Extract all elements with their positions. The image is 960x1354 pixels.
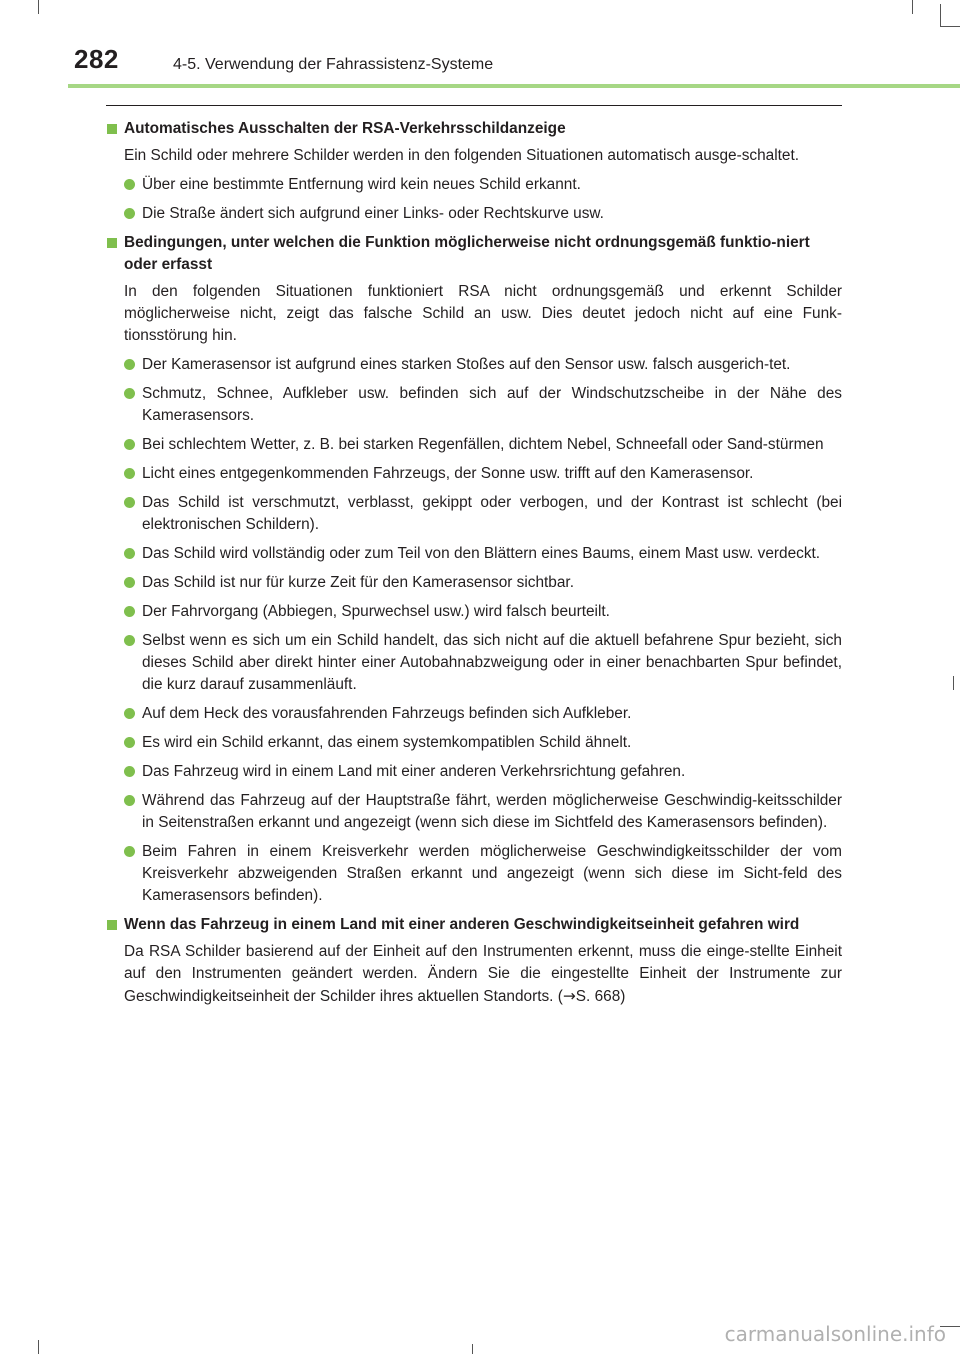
circle-bullet-icon bbox=[124, 359, 135, 370]
circle-bullet-icon bbox=[124, 439, 135, 450]
section-auto-off bbox=[106, 118, 842, 225]
list-item bbox=[124, 354, 842, 376]
section-heading bbox=[106, 232, 842, 276]
section-title: 4-5. Verwendung der Fahrassistenz-Systeme bbox=[173, 56, 494, 73]
page-number: 282 bbox=[74, 44, 119, 74]
section-conditions bbox=[106, 232, 842, 907]
list-item-text: Es wird ein Schild erkannt, das einem systemkompatiblen Schild ähnelt. bbox=[142, 734, 632, 751]
circle-bullet-icon bbox=[124, 795, 135, 806]
list-item-text: Das Fahrzeug wird in einem Land mit einer anderen Verkehrsrichtung gefahren. bbox=[142, 763, 686, 780]
list-item-text: Das Schild wird vollständig oder zum Teil von den Blättern eines Baums, einem Mast usw. verdeckt. bbox=[142, 545, 821, 562]
section-paragraph: Ein Schild oder mehrere Schilder werden in den folgenden Situationen automatisch ausge-schaltet. bbox=[124, 147, 800, 164]
list-item-text: Bei schlechtem Wetter, z. B. bei starken Regenfällen, dichtem Nebel, Schneefall oder Sand-stürmen bbox=[142, 436, 824, 453]
circle-bullet-icon bbox=[124, 577, 135, 588]
list-item-text: Der Fahrvorgang (Abbiegen, Spurwechsel usw.) wird falsch beurteilt. bbox=[142, 603, 610, 620]
list-item bbox=[124, 601, 842, 623]
list-item bbox=[124, 630, 842, 696]
list-item-text: Auf dem Heck des vorausfahrenden Fahrzeugs befinden sich Aufkleber. bbox=[142, 705, 632, 722]
list-item-text: Die Straße ändert sich aufgrund einer Links- oder Rechtskurve usw. bbox=[142, 205, 604, 222]
circle-bullet-icon bbox=[124, 606, 135, 617]
heading-text: Bedingungen, unter welchen die Funktion möglicherweise nicht ordnungsgemäß funktio-niert oder erfasst bbox=[124, 234, 810, 273]
list-item-text: Selbst wenn es sich um ein Schild handelt, das sich nicht auf die aktuell befahrene Spur bezieht, sich dieses Schild aber direkt hinter einer Autobahnabzweigung oder in einer benachbarten Spur befindet, die kurz darauf zusammenläuft. bbox=[142, 632, 842, 693]
circle-bullet-icon bbox=[124, 737, 135, 748]
page-reference-link[interactable]: S. 668 bbox=[575, 988, 621, 1005]
list-item bbox=[124, 203, 842, 225]
crop-mark bbox=[472, 1344, 473, 1354]
square-bullet-icon bbox=[107, 124, 117, 134]
crop-mark bbox=[953, 676, 954, 690]
list-item bbox=[124, 434, 842, 456]
list-item bbox=[124, 841, 842, 907]
list-item-text: Über eine bestimmte Entfernung wird kein neues Schild erkannt. bbox=[142, 176, 581, 193]
list-item bbox=[124, 492, 842, 536]
list-item bbox=[124, 732, 842, 754]
paragraph-text: Da RSA Schilder basierend auf der Einheit auf den Instrumenten erkennt, muss die einge-stellte Einheit auf den Instrumenten geändert werden. Ändern Sie die eingestellte Einheit der Instrumente zur Geschwindigkeitseinheit der Schilder ihres aktuellen Standorts. ( bbox=[124, 943, 842, 1005]
list-item bbox=[124, 543, 842, 565]
watermark: carmanualsonline.info bbox=[724, 1322, 946, 1346]
list-item bbox=[124, 174, 842, 196]
list-item bbox=[124, 572, 842, 594]
arrow-right-icon: → bbox=[562, 987, 576, 1005]
list-item bbox=[124, 761, 842, 783]
heading-text: Wenn das Fahrzeug in einem Land mit einer anderen Geschwindigkeitseinheit gefahren wird bbox=[124, 916, 800, 933]
section-paragraph bbox=[124, 941, 842, 1008]
content-top-rule bbox=[106, 105, 842, 106]
page-content bbox=[106, 118, 842, 1015]
circle-bullet-icon bbox=[124, 635, 135, 646]
list-item bbox=[124, 703, 842, 725]
header-rule bbox=[68, 84, 960, 88]
section-paragraph: In den folgenden Situationen funktioniert RSA nicht ordnungsgemäß und erkennt Schilder möglicherweise nicht, zeigt das falsche Schild an usw. Dies deutet jedoch nicht auf eine Funk-tionsstörung hin. bbox=[124, 283, 842, 344]
square-bullet-icon bbox=[107, 238, 117, 248]
heading-text: Automatisches Ausschalten der RSA-Verkehrsschildanzeige bbox=[124, 120, 566, 137]
circle-bullet-icon bbox=[124, 388, 135, 399]
list-item-text: Das Schild ist verschmutzt, verblasst, gekippt oder verbogen, und der Kontrast ist schlecht (bei elektronischen Schildern). bbox=[142, 494, 842, 533]
list-item-text: Licht eines entgegenkommenden Fahrzeugs, der Sonne usw. trifft auf den Kamerasensor. bbox=[142, 465, 754, 482]
list-item bbox=[124, 790, 842, 834]
list-item-text: Während das Fahrzeug auf der Hauptstraße fährt, werden möglicherweise Geschwindig-keitsschilder in Seitenstraßen erkannt und angezeigt (wenn sich diese im Sichtfeld des Kamerasensors befinden). bbox=[142, 792, 842, 831]
square-bullet-icon bbox=[107, 920, 117, 930]
circle-bullet-icon bbox=[124, 497, 135, 508]
circle-bullet-icon bbox=[124, 179, 135, 190]
circle-bullet-icon bbox=[124, 708, 135, 719]
list-item-text: Der Kamerasensor ist aufgrund eines starken Stoßes auf den Sensor usw. falsch ausgerich-tet. bbox=[142, 356, 791, 373]
circle-bullet-icon bbox=[124, 468, 135, 479]
section-heading bbox=[106, 118, 842, 140]
list-item bbox=[124, 383, 842, 427]
list-item-text: Schmutz, Schnee, Aufkleber usw. befinden sich auf der Windschutzscheibe in der Nähe des Kamerasensors. bbox=[142, 385, 842, 424]
crop-mark bbox=[38, 1340, 39, 1354]
list-item-text: Beim Fahren in einem Kreisverkehr werden möglicherweise Geschwindigkeitsschilder der vom Kreisverkehr abzweigenden Straßen erkannt und angezeigt (wenn sich diese im Sicht-feld des Kamerasensors befinden). bbox=[142, 843, 842, 904]
section-speed-unit bbox=[106, 914, 842, 1008]
circle-bullet-icon bbox=[124, 766, 135, 777]
page-header bbox=[0, 0, 960, 90]
circle-bullet-icon bbox=[124, 846, 135, 857]
circle-bullet-icon bbox=[124, 548, 135, 559]
section-heading bbox=[106, 914, 842, 936]
list-item bbox=[124, 463, 842, 485]
paragraph-end: ) bbox=[620, 988, 626, 1005]
circle-bullet-icon bbox=[124, 208, 135, 219]
list-item-text: Das Schild ist nur für kurze Zeit für den Kamerasensor sichtbar. bbox=[142, 574, 574, 591]
